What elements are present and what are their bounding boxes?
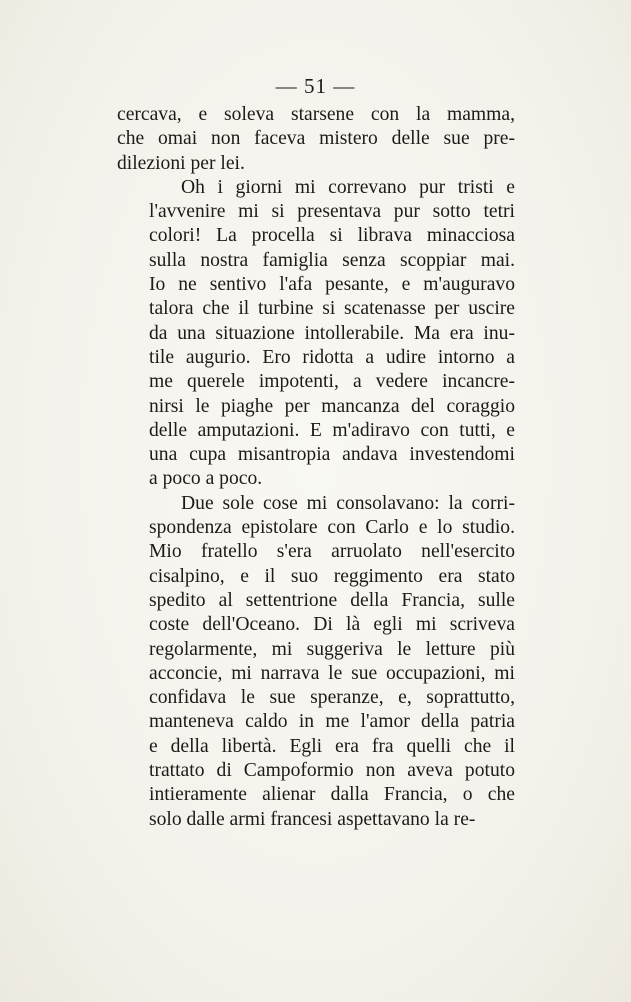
text-line: spedito al settentrione della Francia, sulle bbox=[149, 589, 515, 611]
text-line: cisalpino, e il suo reggimento era stato bbox=[149, 565, 515, 587]
text-line: confidava le sue speranze, e, soprattutto, bbox=[149, 687, 515, 709]
text-line: me querele impotenti, a vedere incancre- bbox=[149, 371, 515, 393]
body-text bbox=[117, 103, 515, 832]
text-line: colori! La procella si librava minacciosa bbox=[149, 225, 515, 247]
text-line: tile augurio. Ero ridotta a udire intorno a bbox=[149, 346, 515, 368]
text-line: Mio fratello s'era arruolato nell'esercito bbox=[149, 541, 515, 563]
text-line: dilezioni per lei. bbox=[117, 152, 245, 174]
text-line: regolarmente, mi suggeriva le letture più bbox=[149, 638, 515, 660]
text-line: una cupa misantropia andava investendomi bbox=[149, 444, 515, 466]
text-line: spondenza epistolare con Carlo e lo studio. bbox=[149, 517, 515, 539]
text-line: sulla nostra famiglia senza scoppiar mai. bbox=[149, 249, 515, 271]
text-line: solo dalle armi francesi aspettavano la re- bbox=[149, 808, 476, 830]
text-line: delle amputazioni. E m'adiravo con tutti, e bbox=[149, 419, 515, 441]
text-line: da una situazione intollerabile. Ma era inu- bbox=[149, 322, 515, 344]
text-line: acconcie, mi narrava le sue occupazioni, mi bbox=[149, 662, 515, 684]
text-line: coste dell'Oceano. Di là egli mi scriveva bbox=[149, 614, 515, 636]
text-line: nirsi le piaghe per mancanza del coraggio bbox=[149, 395, 515, 417]
paragraph bbox=[117, 492, 515, 832]
text-line: talora che il turbine si scatenasse per uscire bbox=[149, 298, 515, 320]
text-line: e della libertà. Egli era fra quelli che il bbox=[149, 735, 515, 757]
paragraph bbox=[117, 176, 515, 492]
text-line: manteneva caldo in me l'amor della patria bbox=[149, 711, 515, 733]
text-line: trattato di Campoformio non aveva potuto bbox=[149, 760, 515, 782]
text-line: cercava, e soleva starsene con la mamma, bbox=[117, 104, 515, 125]
text-line: Io ne sentivo l'afa pesante, e m'auguravo bbox=[149, 274, 515, 296]
text-line: Oh i giorni mi correvano pur tristi e bbox=[181, 176, 515, 198]
text-line: l'avvenire mi si presentava pur sotto tetri bbox=[149, 201, 515, 223]
paragraph bbox=[117, 103, 515, 176]
text-line: intieramente alienar dalla Francia, o che bbox=[149, 784, 515, 806]
page-number: — 51 — bbox=[275, 74, 356, 98]
text-line: che omai non faceva mistero delle sue pre- bbox=[117, 128, 515, 150]
text-line: a poco a poco. bbox=[149, 468, 263, 490]
text-line: Due sole cose mi consolavano: la corri- bbox=[181, 492, 515, 514]
